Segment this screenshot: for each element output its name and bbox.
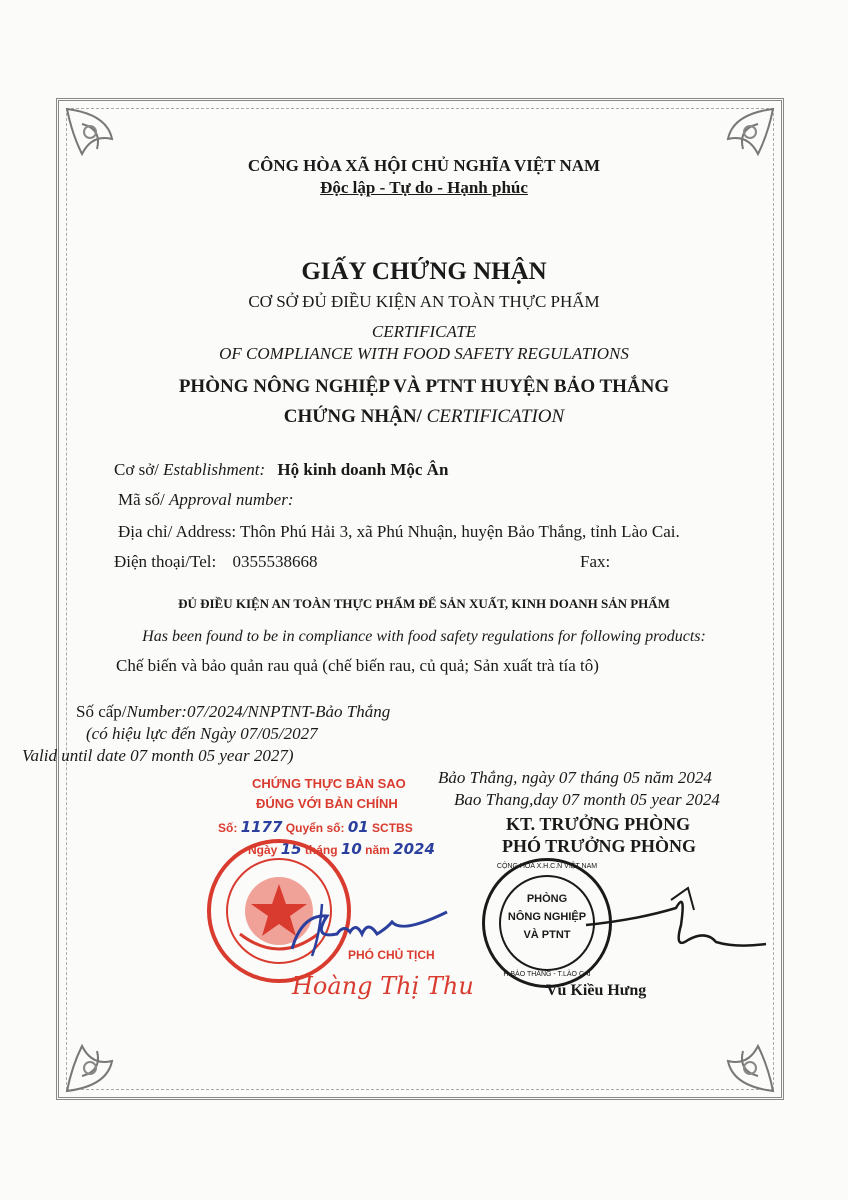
seal-ring-bottom: H.BẢO THẮNG - T.LÀO CAI — [503, 971, 591, 978]
valid-until-vi: (có hiệu lực đến Ngày 07/05/2027 — [86, 724, 318, 743]
certificate-subtitle-en: OF COMPLIANCE WITH FOOD SAFETY REGULATIONS — [219, 344, 629, 363]
approval-label-vi: Mã số/ — [118, 490, 169, 509]
establishment-value: Hộ kinh doanh Mộc Ân — [277, 460, 449, 479]
copy-quyen-label: Quyển số: — [285, 821, 345, 835]
compliance-statement-en: Has been found to be in compliance with food safety regulations for following products: — [142, 628, 706, 645]
seal-line-2: NÔNG NGHIỆP — [507, 911, 587, 923]
seal-ring-top: CỘNG HÒA X.H.C.N VIỆT NAM — [496, 863, 598, 870]
certificate-title: GIẤY CHỨNG NHẬN — [301, 258, 547, 285]
copy-so-value: 1177 — [240, 818, 283, 836]
certification-heading — [0, 406, 848, 428]
certified-copy-line-1: CHỨNG THỰC BẢN SAO — [252, 776, 406, 791]
copy-thang-label: tháng — [304, 843, 338, 857]
certificate-number-row — [76, 702, 390, 722]
copy-nam-value: 2024 — [393, 840, 435, 858]
certificate-subtitle: CƠ SỞ ĐỦ ĐIỀU KIỆN AN TOÀN THỰC PHẨM — [248, 292, 600, 311]
products-list: Chế biến và bảo quản rau quả (chế biến rau, củ quả; Sản xuất trà tía tô) — [116, 656, 599, 675]
phone-value: 0355538668 — [232, 552, 318, 571]
certificate-number-value: Number:07/2024/NNPTNT-Bảo Thắng — [126, 702, 391, 721]
signatory-name: Vũ Kiều Hưng — [546, 982, 647, 999]
seal-line-3: VÀ PTNT — [523, 929, 571, 941]
seal-line-1: PHÒNG — [526, 893, 568, 905]
copy-nam-label: năm — [365, 843, 390, 857]
copy-ngay-value: 15 — [280, 840, 302, 858]
certification-heading-en: CERTIFICATION — [421, 406, 565, 427]
copy-sctbs: SCTBS — [372, 821, 413, 835]
copy-quyen-value: 01 — [347, 818, 369, 836]
approval-number-row — [118, 490, 294, 510]
fax-label: Fax: — [580, 552, 611, 571]
signatory-role-2: PHÓ TRƯỞNG PHÒNG — [502, 836, 697, 856]
phone-row — [114, 552, 317, 572]
signatory-signature-icon — [576, 880, 776, 960]
approval-label-en: Approval number: — [169, 490, 294, 509]
establishment-row — [114, 460, 448, 480]
issue-date-en: Bao Thang,day 07 month 05 year 2024 — [454, 790, 720, 809]
certification-heading-vi: CHỨNG NHẬN/ — [283, 406, 422, 427]
certificate-title-en: CERTIFICATE — [371, 322, 477, 341]
national-motto: Độc lập - Tự do - Hạnh phúc — [320, 178, 528, 197]
establishment-label-en: Establishment: — [163, 460, 266, 479]
phone-label: Điện thoại/Tel: — [114, 552, 217, 571]
issue-date-vi: Bảo Thắng, ngày 07 tháng 05 năm 2024 — [438, 768, 712, 787]
corner-ornament-bottom-right-icon — [688, 1006, 778, 1096]
issuing-authority: PHÒNG NÔNG NGHIỆP VÀ PTNT HUYỆN BẢO THẮNG — [178, 376, 670, 397]
address-row: Địa chỉ/ Address: Thôn Phú Hải 3, xã Phú Nhuận, huyện Bảo Thắng, tỉnh Lào Cai. — [118, 522, 680, 541]
corner-ornament-bottom-left-icon — [62, 1006, 152, 1096]
copy-thang-value: 10 — [340, 840, 362, 858]
copy-officer-name: Hoàng Thị Thu — [292, 972, 474, 1000]
valid-until-en: Valid until date 07 month 05 year 2027) — [22, 746, 294, 765]
copy-so-label: Số: — [218, 821, 238, 835]
copy-ngay-label: Ngày — [248, 843, 278, 857]
republic-header: CÔNG HÒA XÃ HỘI CHỦ NGHĨA VIỆT NAM — [247, 156, 601, 175]
certified-copy-number-row — [218, 818, 413, 836]
certified-copy-line-2: ĐÚNG VỚI BẢN CHÍNH — [256, 796, 398, 811]
certificate-number-label: Số cấp/ — [76, 702, 127, 721]
compliance-statement-vi: ĐỦ ĐIỀU KIỆN AN TOÀN THỰC PHẨM ĐỂ SẢN XUẤT, KINH DOANH SẢN PHẨM — [178, 596, 670, 611]
establishment-label-vi: Cơ sở/ — [114, 460, 164, 479]
copy-officer-title: PHÓ CHỦ TỊCH — [348, 948, 435, 962]
signatory-role-1: KT. TRƯỞNG PHÒNG — [506, 814, 691, 834]
